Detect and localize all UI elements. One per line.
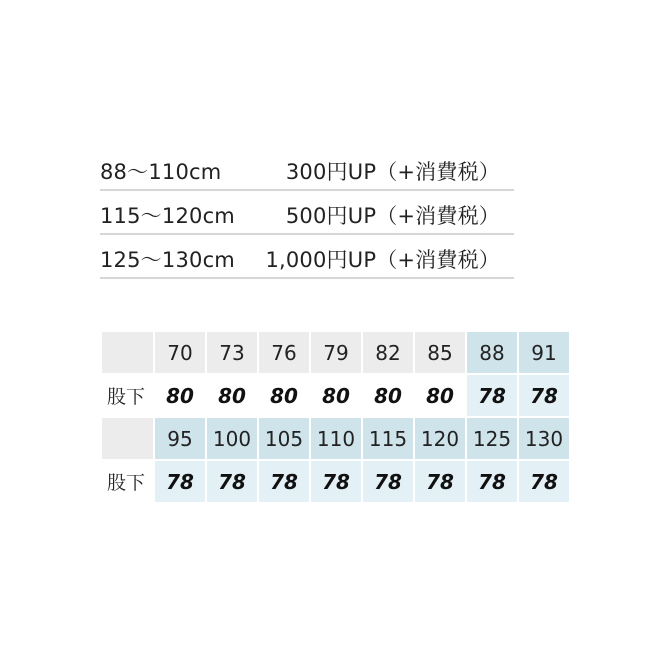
size-cell: 70 — [154, 331, 206, 374]
size-cell: 120 — [414, 417, 466, 460]
size-inseam-table — [100, 330, 571, 504]
inseam-cell: 78 — [362, 460, 414, 503]
size-cell: 73 — [206, 331, 258, 374]
label-blank-cell — [101, 331, 154, 374]
inseam-row — [101, 460, 570, 503]
inseam-cell: 78 — [414, 460, 466, 503]
inseam-cell: 80 — [362, 374, 414, 417]
inseam-label: 股下 — [101, 374, 154, 417]
inseam-cell: 80 — [258, 374, 310, 417]
inseam-label: 股下 — [101, 460, 154, 503]
size-cell: 130 — [518, 417, 570, 460]
inseam-cell: 78 — [310, 460, 362, 503]
size-cell: 76 — [258, 331, 310, 374]
upcharge-range: 88～110cm — [100, 160, 222, 184]
size-cell: 95 — [154, 417, 206, 460]
upcharge-list — [100, 147, 514, 279]
upcharge-range: 125～130cm — [100, 248, 235, 272]
inseam-row — [101, 374, 570, 417]
inseam-cell: 80 — [310, 374, 362, 417]
upcharge-row — [100, 147, 514, 191]
size-cell: 100 — [206, 417, 258, 460]
upcharge-row — [100, 235, 514, 279]
label-blank-cell — [101, 417, 154, 460]
upcharge-price: 500円UP（+消費税） — [285, 204, 500, 228]
inseam-cell: 78 — [518, 460, 570, 503]
inseam-cell: 78 — [154, 460, 206, 503]
inseam-cell: 80 — [414, 374, 466, 417]
size-cell: 125 — [466, 417, 518, 460]
upcharge-range: 115～120cm — [100, 204, 235, 228]
inseam-cell: 78 — [466, 460, 518, 503]
size-cell: 82 — [362, 331, 414, 374]
inseam-cell: 80 — [206, 374, 258, 417]
size-row — [101, 331, 570, 374]
size-cell: 91 — [518, 331, 570, 374]
upcharge-price: 1,000円UP（+消費税） — [265, 248, 500, 272]
inseam-cell: 78 — [206, 460, 258, 503]
size-row — [101, 417, 570, 460]
size-cell: 79 — [310, 331, 362, 374]
size-cell: 105 — [258, 417, 310, 460]
upcharge-row — [100, 191, 514, 235]
size-cell: 110 — [310, 417, 362, 460]
inseam-cell: 78 — [466, 374, 518, 417]
inseam-cell: 78 — [258, 460, 310, 503]
inseam-cell: 80 — [154, 374, 206, 417]
inseam-cell: 78 — [518, 374, 570, 417]
size-cell: 88 — [466, 331, 518, 374]
upcharge-price: 300円UP（+消費税） — [285, 160, 500, 184]
size-cell: 115 — [362, 417, 414, 460]
size-cell: 85 — [414, 331, 466, 374]
